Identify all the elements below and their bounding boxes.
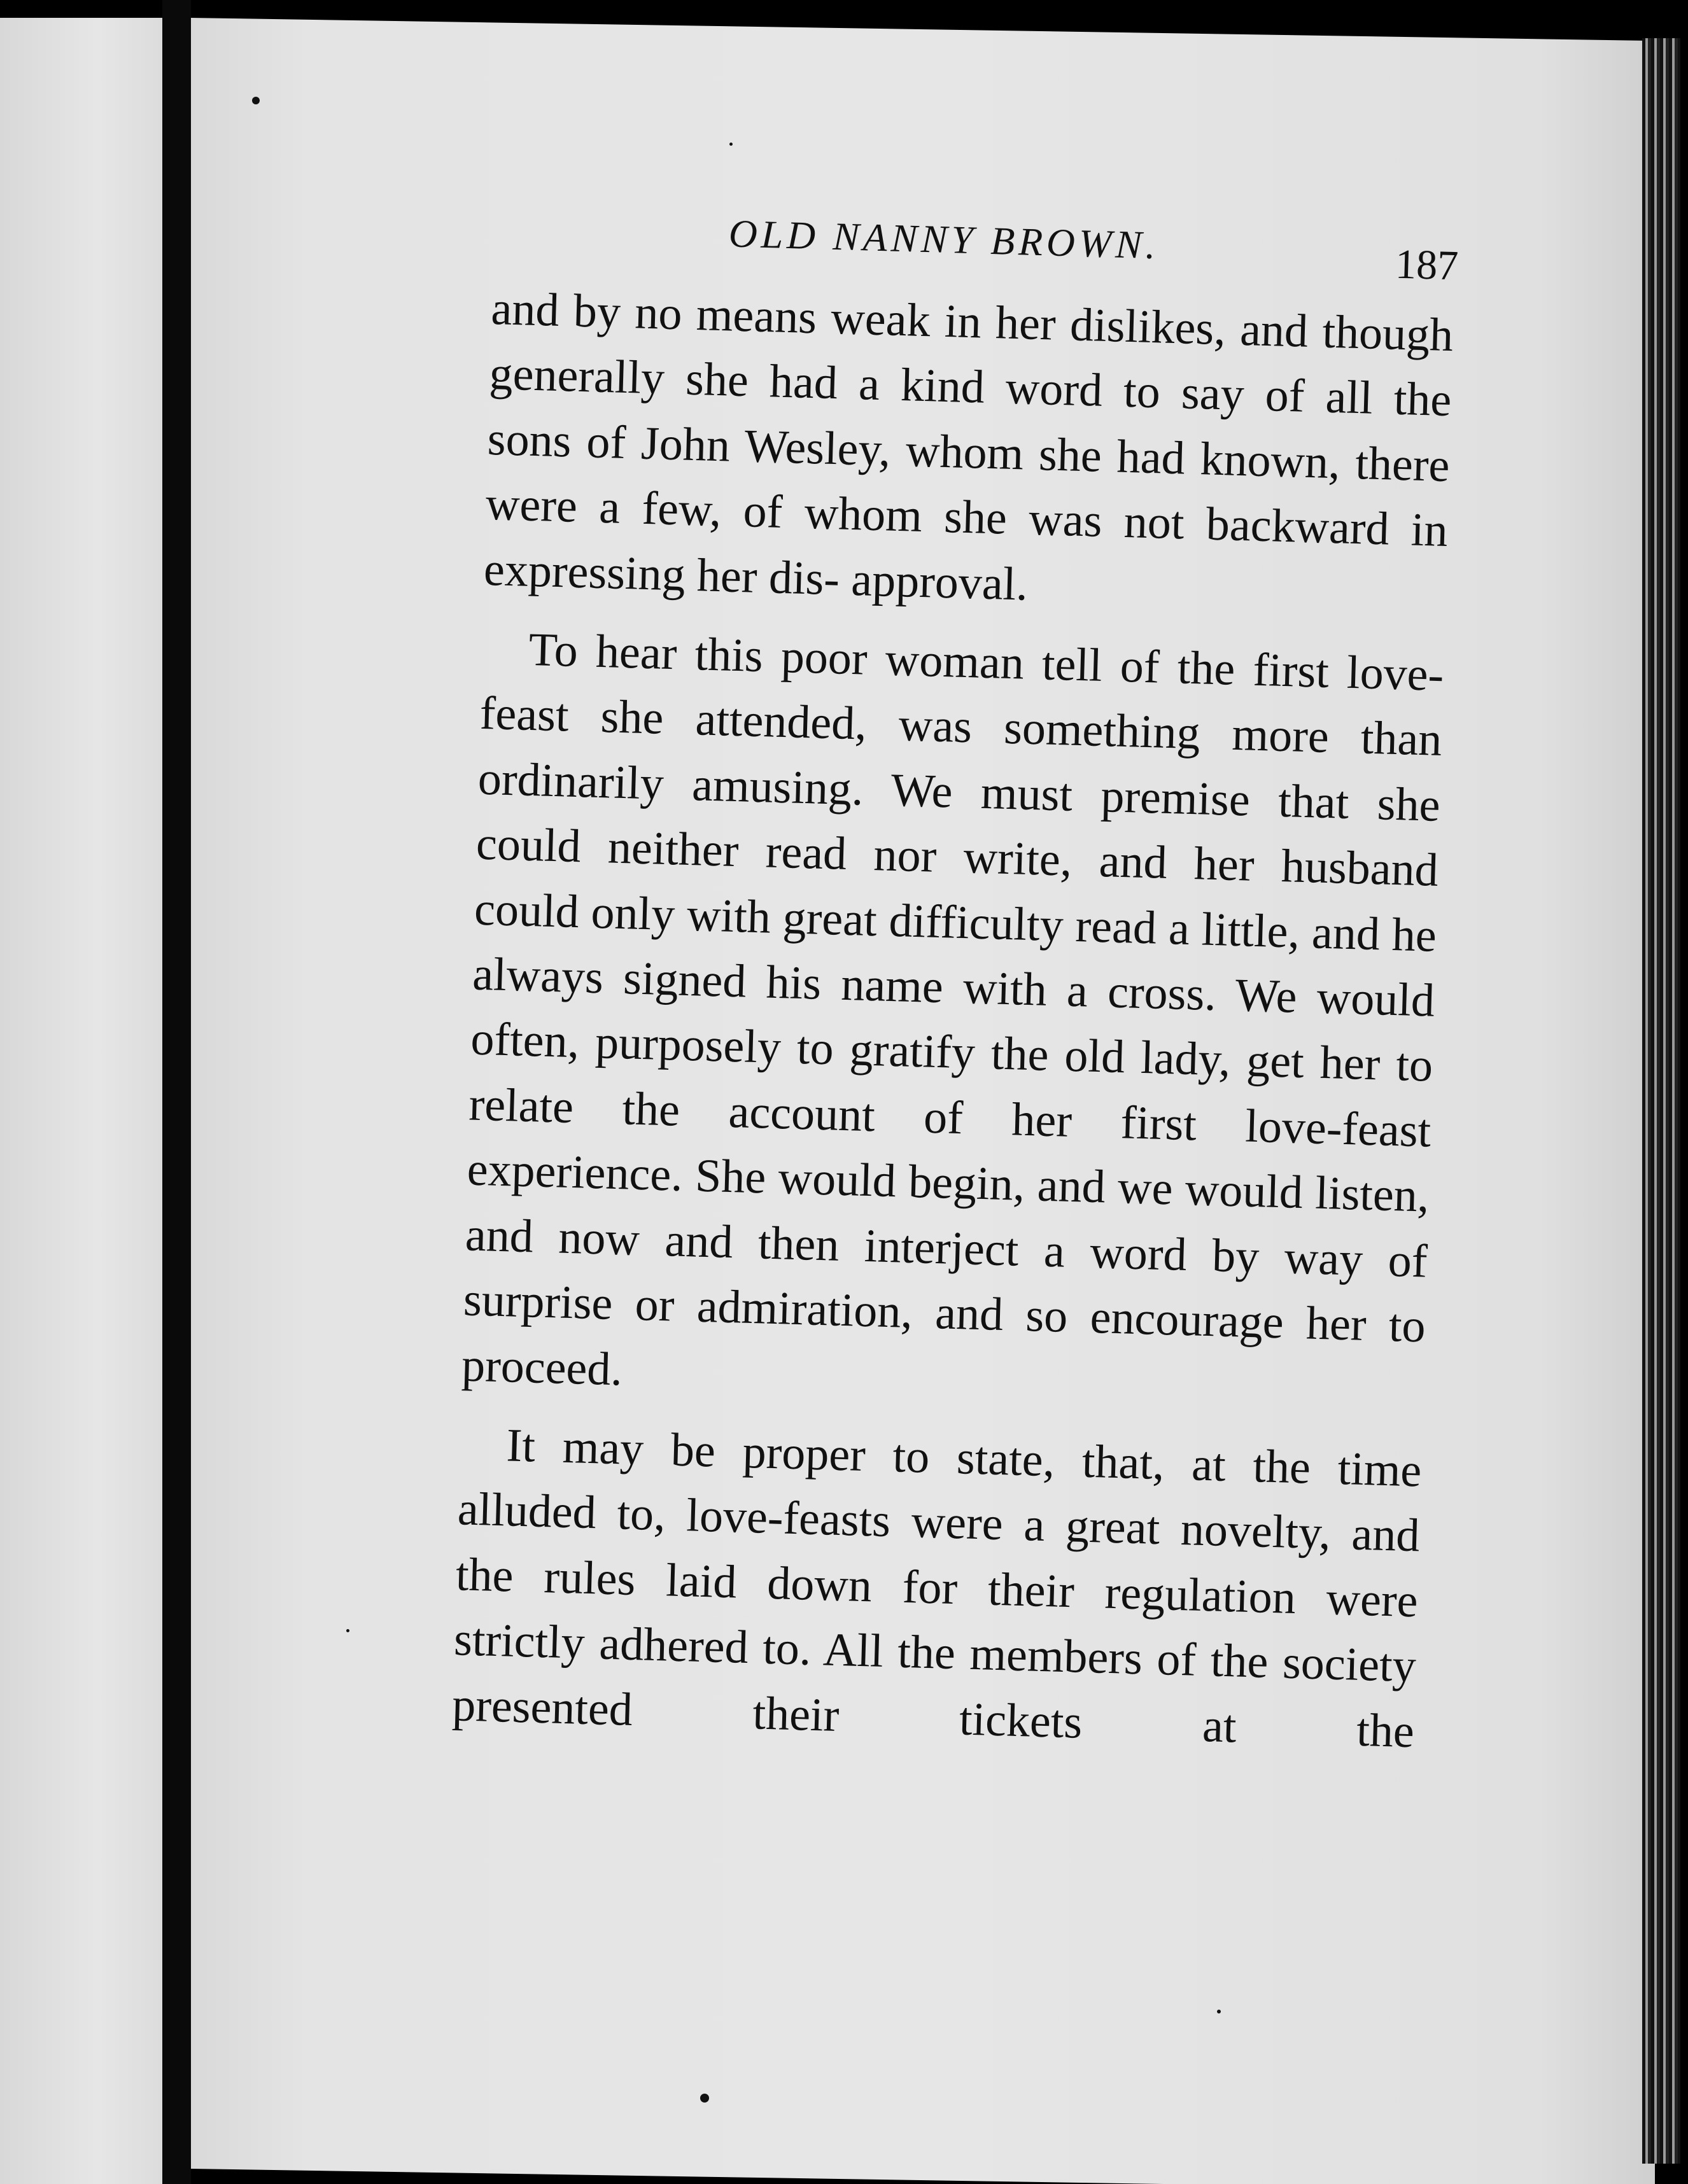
dust-speck xyxy=(1217,2010,1221,2013)
running-head: OLD NANNY BROWN. xyxy=(728,212,1160,268)
dust-speck xyxy=(346,1629,349,1632)
paragraph-2: To hear this poor woman tell of the first love-feast she attended, was something more than ordinarily amusing. We must premise that she could neither read nor write, and her husband could only with great difficulty read a little, and he always signed his name with a cross. We would often, purposely to gratify the old lady, get her to relate the account of her first love-feast experience. She would begin, and we would listen, and now and then interject a word by way of surprise or admiration, and so encourage her to proceed. xyxy=(461,623,1445,1396)
dust-speck xyxy=(729,143,733,146)
paragraph-3: It may be proper to state, that, at the time alluded to, love-feasts were a great novelty, and the rules laid down for their regulation were strictly adhered to. All the members of the society presented their tickets at the xyxy=(451,1419,1423,1758)
dust-speck xyxy=(700,2094,709,2103)
page-number: 187 xyxy=(1395,241,1459,290)
body-text xyxy=(451,276,1454,1764)
paragraph-1: and by no means weak in her dislikes, and though generally she had a kind word to say of all the sons of John Wesley, whom she had known, there were a few, of whom she was not backward in expressing her dis- approval. xyxy=(483,282,1454,611)
dust-speck xyxy=(252,97,260,104)
